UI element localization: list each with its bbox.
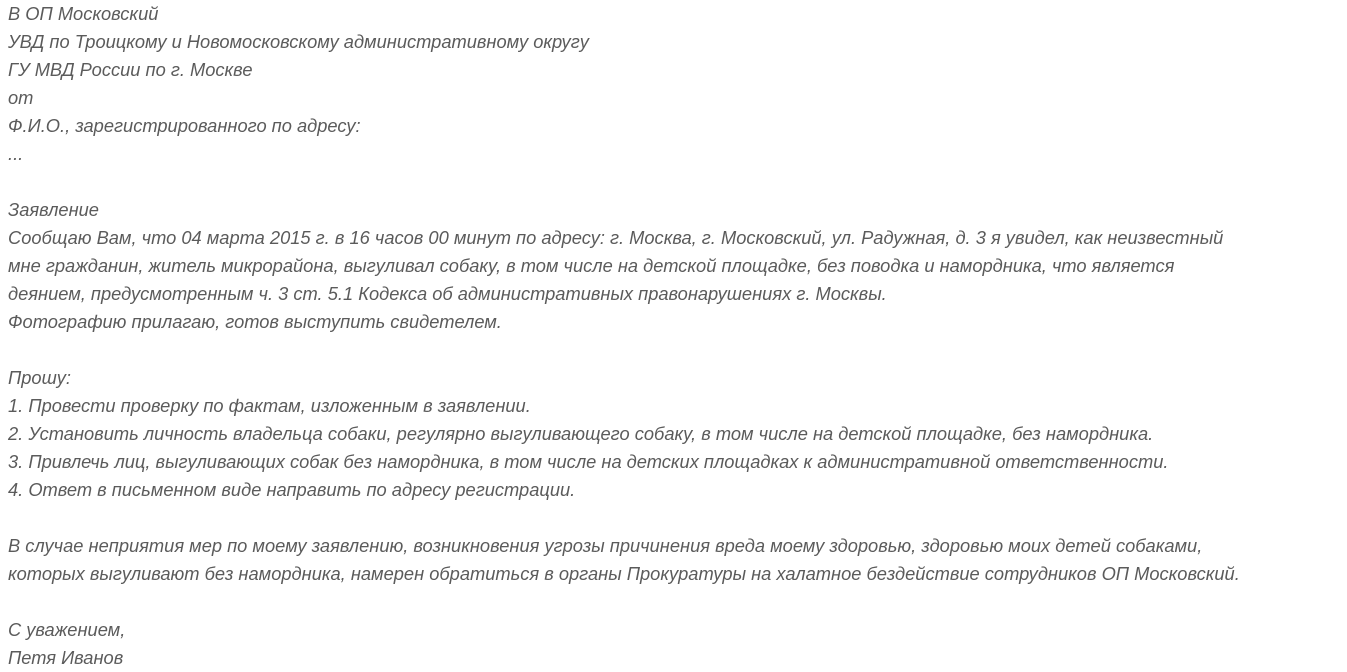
- request-item: 3. Привлечь лиц, выгуливающих собак без намордника, в том числе на детских площадках к административной ответственности.: [8, 451, 1169, 472]
- warning-block: [8, 532, 1339, 588]
- statement-text-line-3: деянием, предусмотренным ч. 3 ст. 5.1 Кодекса об административных правонарушениях г. Москвы.: [8, 283, 887, 304]
- request-item: 1. Провести проверку по фактам, изложенным в заявлении.: [8, 395, 531, 416]
- recipient-line-3: ГУ МВД России по г. Москве: [8, 59, 253, 80]
- spacer: [8, 168, 1339, 196]
- request-item: 4. Ответ в письменном виде направить по адресу регистрации.: [8, 479, 576, 500]
- statement-block: [8, 196, 1339, 336]
- recipient-line-2: УВД по Троицкому и Новомосковскому административному округу: [8, 31, 589, 52]
- closing-block: [8, 616, 1339, 672]
- request-item: 2. Установить личность владельца собаки, регулярно выгуливающего собаку, в том числе на детской площадке, без намордника.: [8, 423, 1154, 444]
- request-heading: Прошу:: [8, 367, 71, 388]
- photo-attachment-line: Фотографию прилагаю, готов выступить свидетелем.: [8, 311, 502, 332]
- spacer: [8, 336, 1339, 364]
- statement-title: Заявление: [8, 199, 99, 220]
- statement-text-line-1: Сообщаю Вам, что 04 марта 2015 г. в 16 часов 00 минут по адресу: г. Москва, г. Московский, ул. Радужная, д. 3 я увидел, как неизвестный: [8, 227, 1224, 248]
- applicant-address: ...: [8, 143, 24, 164]
- warning-line-2: которых выгуливают без намордника, намерен обратиться в органы Прокуратуры на халатное бездействие сотрудников ОП Московский.: [8, 563, 1240, 584]
- warning-line-1: В случае неприятия мер по моему заявлению, возникновения угрозы причинения вреда моему здоровью, здоровью моих детей собаками,: [8, 535, 1203, 556]
- recipient-block: [8, 0, 1339, 168]
- spacer: [8, 588, 1339, 616]
- spacer: [8, 504, 1339, 532]
- signature-name: Петя Иванов: [8, 647, 124, 668]
- statement-text-line-2: мне гражданин, житель микрорайона, выгуливал собаку, в том числе на детской площадке, без поводка и намордника, что является: [8, 255, 1175, 276]
- recipient-line-1: В ОП Московский: [8, 3, 159, 24]
- from-label: от: [8, 87, 34, 108]
- closing-regards: С уважением,: [8, 619, 126, 640]
- applicant-line: Ф.И.О., зарегистрированного по адресу:: [8, 115, 361, 136]
- request-block: [8, 364, 1339, 504]
